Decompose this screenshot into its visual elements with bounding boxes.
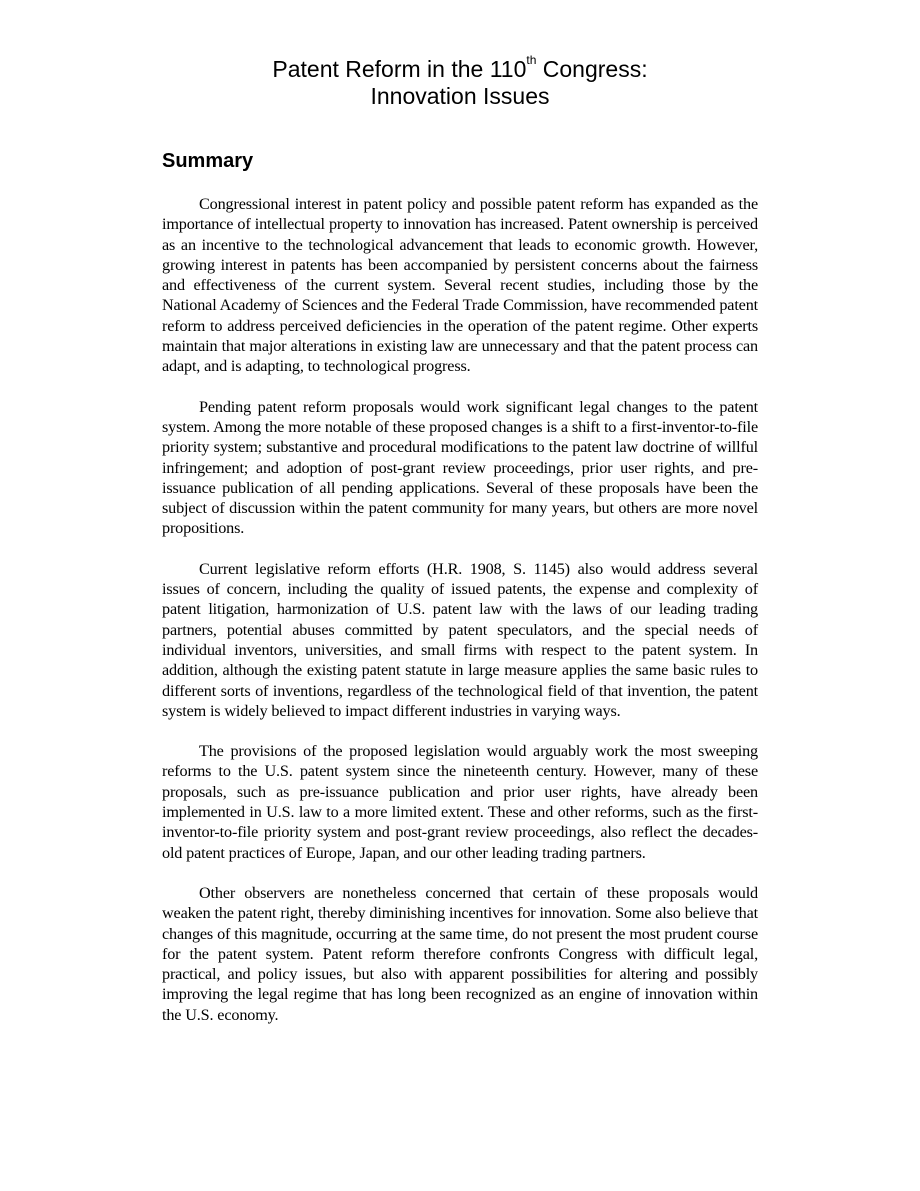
summary-heading: Summary (162, 150, 254, 172)
summary-body (162, 194, 758, 1045)
title-ordinal-suffix: th (526, 53, 537, 68)
summary-paragraph-2: Pending patent reform proposals would work significant legal changes to the patent system. Among the more notable of these proposed changes is a shift to a first-inventor-to-file priority system; substantive and procedural modifications to the patent law doctrine of willful infringement; and adoption of post-grant review proceedings, prior user rights, and pre-issuance publication of all pending applications. Several of these proposals have been the subject of discussion within the patent community for many years, but others are more novel propositions. (162, 397, 758, 538)
summary-paragraph-3: Current legislative reform efforts (H.R. 1908, S. 1145) also would address several issues of concern, including the quality of issued patents, the expense and complexity of patent litigation, harmonization of U.S. patent law with the laws of our leading trading partners, potential abuses committed by patent speculators, and the special needs of individual inventors, universities, and small firms with respect to the patent system. In addition, although the existing patent statute in large measure applies the same basic rules to different sorts of inventions, regardless of the technological field of that invention, the patent system is widely believed to impact different industries in varying ways. (162, 559, 758, 720)
title-line-1 (0, 53, 920, 83)
summary-paragraph-4: The provisions of the proposed legislation would arguably work the most sweeping reforms to the U.S. patent system since the nineteenth century. However, many of these proposals, such as pre-issuance publication and prior user rights, have already been implemented in U.S. law to a more limited extent. These and other reforms, such as the first-inventor-to-file priority system and post-grant review proceedings, also reflect the decades-old patent practices of Europe, Japan, and our other leading trading partners. (162, 742, 758, 862)
title-line-1-prefix: Patent Reform in the 110 (272, 56, 527, 82)
title-line-1-suffix: Congress: (536, 56, 648, 82)
summary-paragraph-1: Congressional interest in patent policy and possible patent reform has expanded as the importance of intellectual property to innovation has increased. Patent ownership is perceived as an incentive to the technological advancement that leads to economic growth. However, growing interest in patents has been accompanied by persistent concerns about the fairness and effectiveness of the current system. Several recent studies, including those by the National Academy of Sciences and the Federal Trade Commission, have recommended patent reform to address perceived deficiencies in the operation of the patent regime. Other experts maintain that major alterations in existing law are unnecessary and that the patent process can adapt, and is adapting, to technological progress. (162, 195, 758, 376)
summary-paragraph-5: Other observers are nonetheless concerned that certain of these proposals would weaken the patent right, thereby diminishing incentives for innovation. Some also believe that changes of this magnitude, occurring at the same time, do not present the most prudent course for the patent system. Patent reform therefore confronts Congress with difficult legal, practical, and policy issues, but also with apparent possibilities for altering and possibly improving the legal regime that has long been recognized as an engine of innovation within the U.S. economy. (162, 883, 758, 1024)
document-title (0, 53, 920, 110)
title-line-2: Innovation Issues (370, 83, 550, 109)
